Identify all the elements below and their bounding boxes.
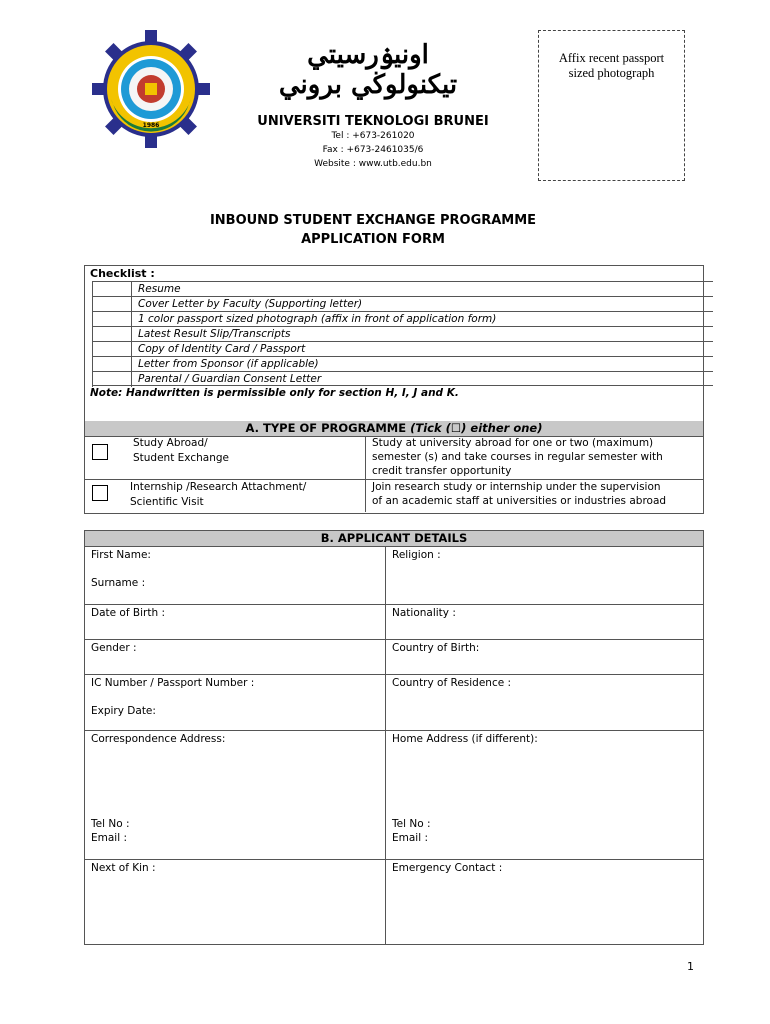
checklist-item bbox=[92, 311, 713, 326]
jawi-university-name: اونيۏرسيتي تيكنولوڬي بروني bbox=[278, 40, 458, 100]
checklist-item bbox=[92, 281, 713, 296]
internship-tickbox[interactable] bbox=[92, 485, 108, 501]
checklist-item bbox=[92, 341, 713, 356]
checklist-checkbox[interactable] bbox=[92, 372, 132, 387]
checklist-heading: Checklist : bbox=[90, 267, 155, 280]
home-address-field[interactable]: Home Address (if different): bbox=[392, 733, 538, 745]
section-a-programme-type bbox=[84, 421, 704, 514]
emergency-contact-field[interactable]: Emergency Contact : bbox=[392, 862, 503, 874]
tel-field-left[interactable]: Tel No : bbox=[91, 818, 130, 830]
checklist-item-label: Resume bbox=[138, 283, 181, 295]
expiry-date-field[interactable]: Expiry Date: bbox=[91, 705, 156, 717]
checklist-item-label: Parental / Guardian Consent Letter bbox=[138, 373, 322, 385]
next-of-kin-field[interactable]: Next of Kin : bbox=[91, 862, 156, 874]
internship-description: Join research study or internship under the supervision of an academic staff at universities or industries abroad bbox=[372, 481, 667, 507]
study-abroad-description: Study at university abroad for one or two (maximum) semester (s) and take courses in regular semester with credit transfer opportunity bbox=[372, 437, 663, 477]
dob-field[interactable]: Date of Birth : bbox=[91, 607, 165, 619]
checklist-item bbox=[92, 296, 713, 311]
tel-number: Tel : +673-261020 bbox=[331, 131, 415, 141]
checklist-item bbox=[92, 371, 713, 386]
nationality-field[interactable]: Nationality : bbox=[392, 607, 456, 619]
photo-box-line1: Affix recent passport bbox=[558, 51, 665, 65]
internship-label: Internship /Research Attachment/ Scientific Visit bbox=[130, 481, 307, 508]
checklist-item-label: 1 color passport sized photograph (affix in front of application form) bbox=[138, 313, 497, 325]
section-b-applicant-details bbox=[84, 530, 704, 945]
fax-number: Fax : +673-2461035/6 bbox=[322, 145, 424, 155]
checklist-item-label: Cover Letter by Faculty (Supporting letter) bbox=[138, 298, 363, 310]
logo-year: 1986 bbox=[142, 122, 160, 129]
checklist-item-label: Copy of Identity Card / Passport bbox=[138, 343, 306, 355]
checklist-item bbox=[92, 326, 713, 341]
tel-field-right[interactable]: Tel No : bbox=[392, 818, 431, 830]
correspondence-address-field[interactable]: Correspondence Address: bbox=[91, 733, 226, 745]
form-title-line2: APPLICATION FORM bbox=[301, 232, 445, 247]
checklist-item-label: Letter from Sponsor (if applicable) bbox=[138, 358, 319, 370]
checklist-checkbox[interactable] bbox=[92, 342, 132, 357]
country-birth-field[interactable]: Country of Birth: bbox=[392, 642, 480, 654]
checklist bbox=[84, 265, 704, 422]
photo-box-line2: sized photograph bbox=[568, 66, 655, 80]
form-title-line1: INBOUND STUDENT EXCHANGE PROGRAMME bbox=[209, 213, 537, 228]
section-a-heading-text: A. TYPE OF PROGRAMME bbox=[245, 421, 411, 435]
checklist-checkbox[interactable] bbox=[92, 297, 132, 312]
section-a-heading-hint: (Tick (☐) either one) bbox=[410, 421, 543, 435]
university-name: UNIVERSITI TEKNOLOGI BRUNEI bbox=[257, 114, 489, 129]
surname-field[interactable]: Surname : bbox=[91, 577, 146, 589]
checklist-checkbox[interactable] bbox=[92, 327, 132, 342]
checklist-note: Note: Handwritten is permissible only for section H, I, J and K. bbox=[90, 387, 459, 399]
photo-box[interactable] bbox=[538, 30, 685, 181]
email-field-left[interactable]: Email : bbox=[91, 832, 128, 844]
page-number: 1 bbox=[687, 960, 694, 973]
first-name-field[interactable]: First Name: bbox=[91, 549, 151, 561]
checklist-checkbox[interactable] bbox=[92, 282, 132, 297]
section-b-heading: B. APPLICANT DETAILS bbox=[85, 531, 703, 547]
checklist-item bbox=[92, 356, 713, 371]
section-a-heading bbox=[85, 421, 703, 437]
study-abroad-label: Study Abroad/ Student Exchange bbox=[133, 437, 229, 464]
checklist-checkbox[interactable] bbox=[92, 357, 132, 372]
ic-passport-field[interactable]: IC Number / Passport Number : bbox=[91, 677, 255, 689]
email-field-right[interactable]: Email : bbox=[392, 832, 429, 844]
gender-field[interactable]: Gender : bbox=[91, 642, 137, 654]
study-abroad-tickbox[interactable] bbox=[92, 444, 108, 460]
religion-field[interactable]: Religion : bbox=[392, 549, 441, 561]
website: Website : www.utb.edu.bn bbox=[314, 159, 432, 169]
country-residence-field[interactable]: Country of Residence : bbox=[392, 677, 512, 689]
checklist-item-label: Latest Result Slip/Transcripts bbox=[138, 328, 291, 340]
checklist-checkbox[interactable] bbox=[92, 312, 132, 327]
